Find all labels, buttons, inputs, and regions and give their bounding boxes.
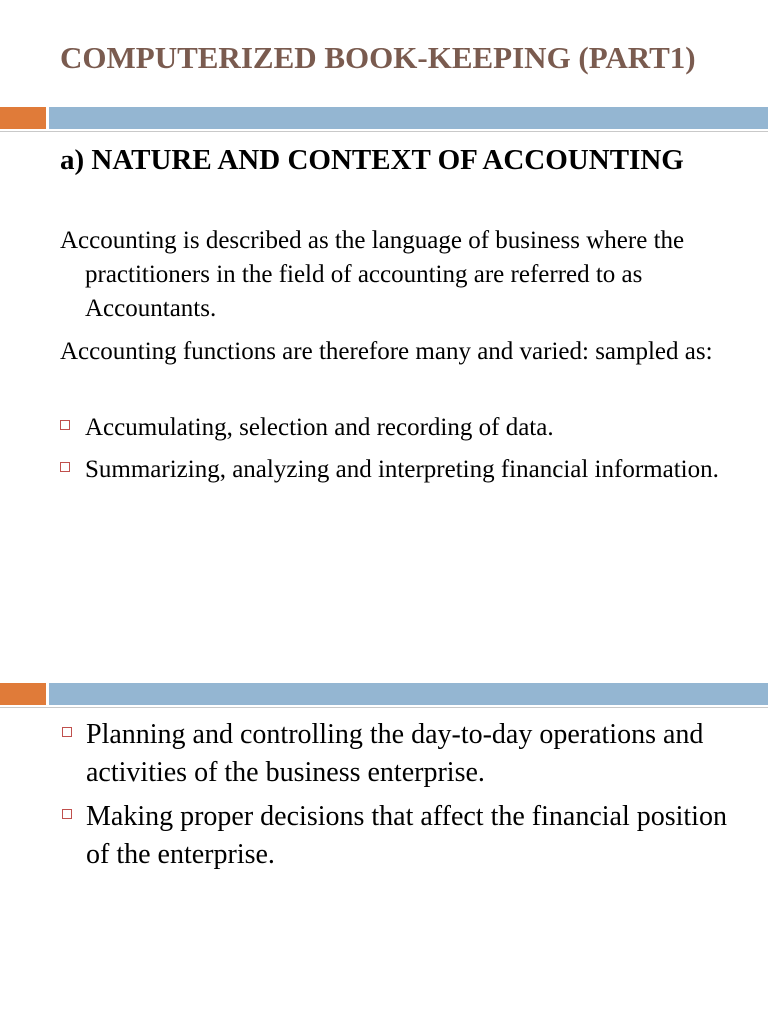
list-item bbox=[60, 716, 730, 792]
slide-title: COMPUTERIZED BOOK-KEEPING (PART1) bbox=[60, 40, 696, 75]
list-item bbox=[60, 453, 740, 487]
list-item bbox=[60, 411, 740, 445]
accent-orange-block bbox=[0, 683, 46, 705]
divider-line bbox=[0, 131, 768, 132]
list-item-text: Accumulating, selection and recording of data. bbox=[85, 414, 554, 441]
header-accent-bar bbox=[0, 107, 768, 129]
divider-line bbox=[0, 707, 768, 708]
section-heading: a) NATURE AND CONTEXT OF ACCOUNTING bbox=[60, 144, 684, 176]
square-bullet-icon bbox=[62, 809, 72, 819]
paragraph: Accounting functions are therefore many and varied: sampled as: bbox=[60, 338, 713, 365]
paragraph: Accounting is described as the language of business where the practitioners in the field of accounting are referred to as Accountants. bbox=[60, 227, 685, 322]
list-item-text: Summarizing, analyzing and interpreting financial information. bbox=[85, 456, 719, 483]
accent-blue-band bbox=[49, 107, 768, 129]
header-accent-bar bbox=[0, 683, 768, 705]
list-item bbox=[60, 798, 730, 874]
list-item-text: Planning and controlling the day-to-day operations and activities of the business enterprise. bbox=[86, 719, 704, 788]
square-bullet-icon bbox=[60, 420, 70, 430]
accent-orange-block bbox=[0, 107, 46, 129]
accent-blue-band bbox=[49, 683, 768, 705]
square-bullet-icon bbox=[62, 727, 72, 737]
square-bullet-icon bbox=[60, 462, 70, 472]
list-item-text: Making proper decisions that affect the financial position of the enterprise. bbox=[86, 801, 727, 870]
